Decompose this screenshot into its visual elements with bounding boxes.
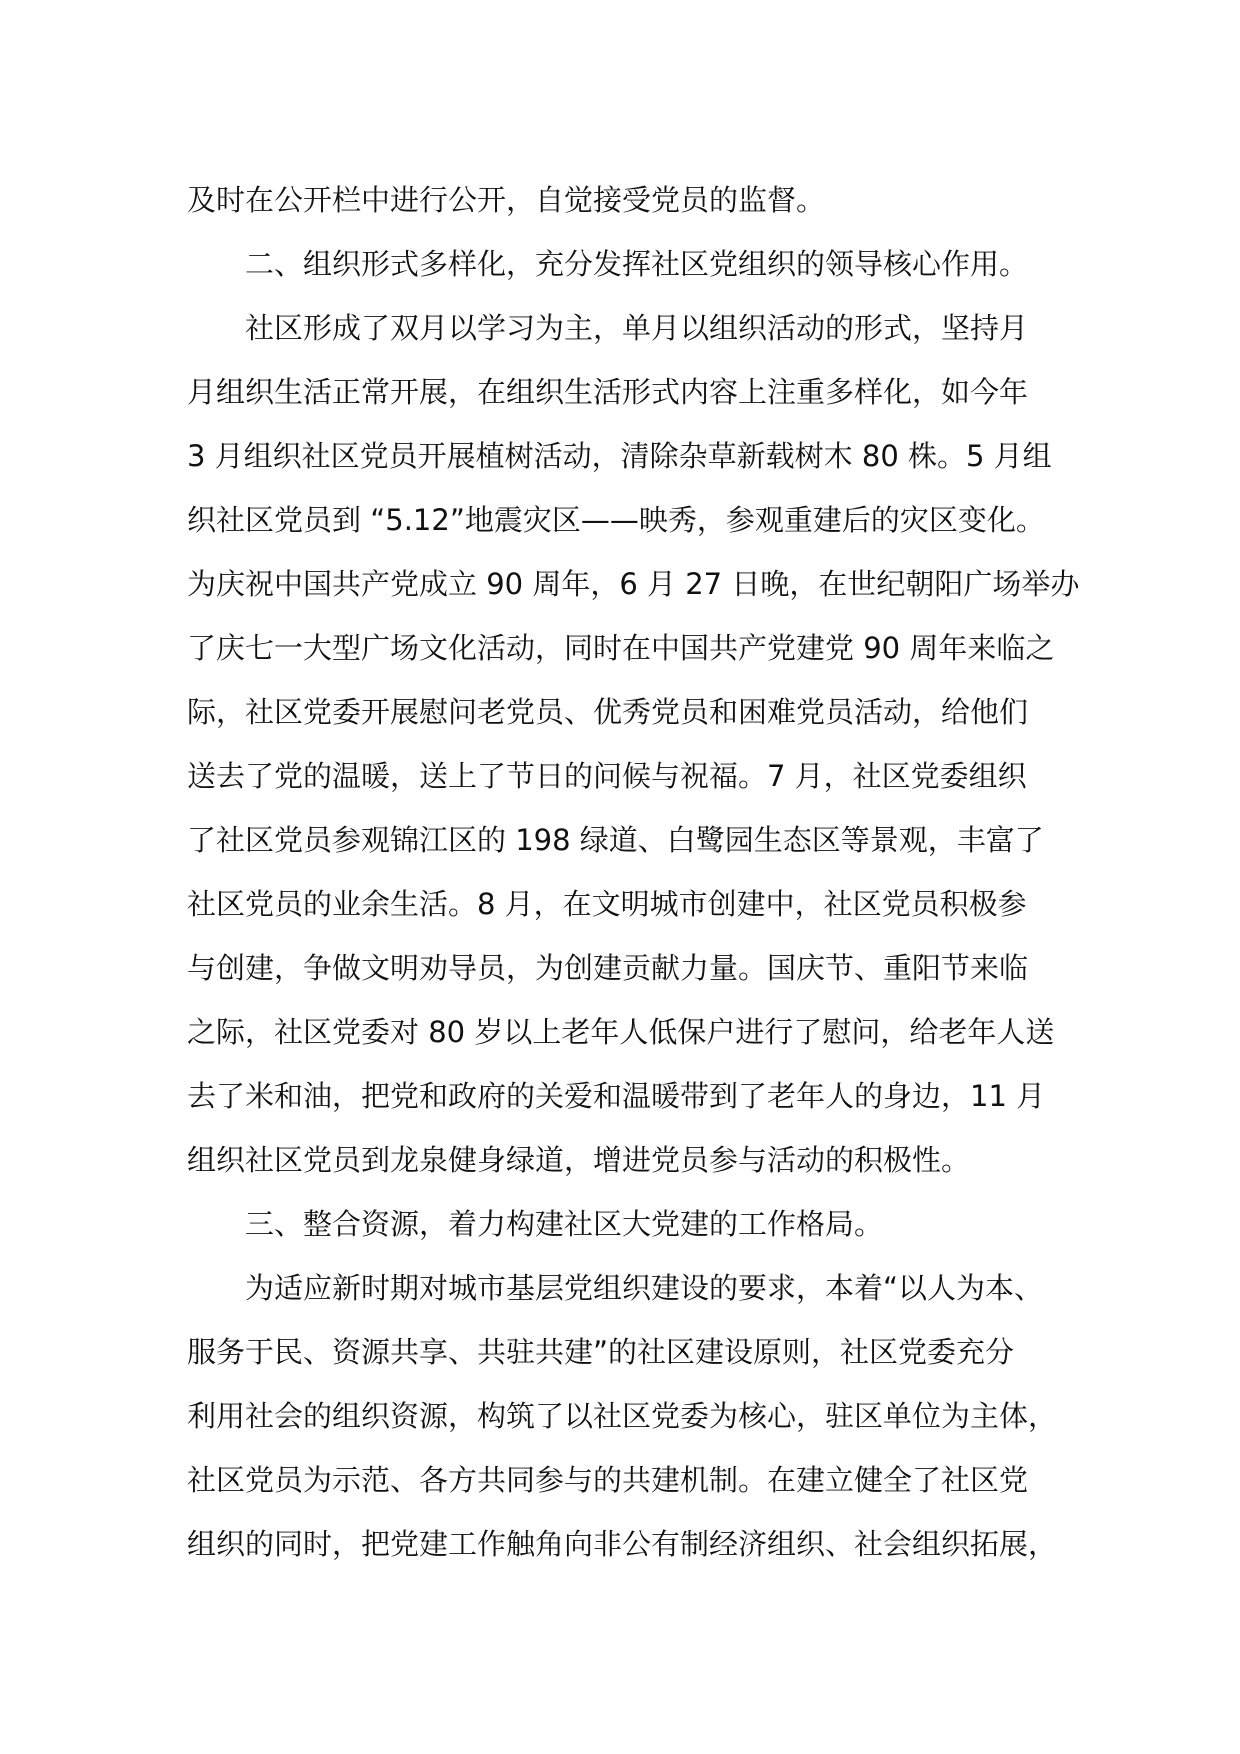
text-line: 送去了党的温暖，送上了节日的问候与祝福。7 月，社区党委组织 — [187, 759, 1027, 793]
text-line: 织社区党员到 “5.12”地震灾区——映秀，参观重建后的灾区变化。 — [187, 503, 1045, 537]
text-line: 服务于民、资源共享、共驻共建”的社区建设原则，社区党委充分 — [187, 1335, 1015, 1369]
text-line: 月组织生活正常开展，在组织生活形式内容上注重多样化，如今年 — [187, 375, 1029, 409]
text-line: 为庆祝中国共产党成立 90 周年，6 月 27 日晚，在世纪朝阳广场举办 — [187, 567, 1080, 601]
section-heading: 三、整合资源，着力构建社区大党建的工作格局。 — [245, 1207, 884, 1241]
text-line: 及时在公开栏中进行公开，自觉接受党员的监督。 — [187, 183, 826, 217]
text-line: 为适应新时期对城市基层党组织建设的要求，本着“以人为本、 — [245, 1271, 1044, 1305]
text-line: 际，社区党委开展慰问老党员、优秀党员和困难党员活动，给他们 — [187, 695, 1029, 729]
text-line: 3 月组织社区党员开展植树活动，清除杂草新载树木 80 株。5 月组 — [187, 439, 1052, 473]
text-line: 社区形成了双月以学习为主，单月以组织活动的形式，坚持月 — [245, 311, 1029, 345]
section-heading: 二、组织形式多样化，充分发挥社区党组织的领导核心作用。 — [245, 247, 1029, 281]
text-line: 去了米和油，把党和政府的关爱和温暖带到了老年人的身边，11 月 — [187, 1079, 1046, 1113]
text-line: 组织的同时，把党建工作触角向非公有制经济组织、社会组织拓展， — [187, 1527, 1058, 1561]
text-line: 了庆七一大型广场文化活动，同时在中国共产党建党 90 周年来临之 — [187, 631, 1055, 665]
text-line: 组织社区党员到龙泉健身绿道，增进党员参与活动的积极性。 — [187, 1143, 971, 1177]
text-line: 社区党员为示范、各方共同参与的共建机制。在建立健全了社区党 — [187, 1463, 1029, 1497]
document-body — [187, 168, 1087, 1576]
text-line: 之际，社区党委对 80 岁以上老年人低保户进行了慰问，给老年人送 — [187, 1015, 1055, 1049]
text-line: 了社区党员参观锦江区的 198 绿道、白鹭园生态区等景观，丰富了 — [187, 823, 1044, 857]
text-line: 利用社会的组织资源，构筑了以社区党委为核心，驻区单位为主体， — [187, 1399, 1058, 1433]
text-line: 与创建，争做文明劝导员，为创建贡献力量。国庆节、重阳节来临 — [187, 951, 1029, 985]
text-line: 社区党员的业余生活。8 月，在文明城市创建中，社区党员积极参 — [187, 887, 1027, 921]
